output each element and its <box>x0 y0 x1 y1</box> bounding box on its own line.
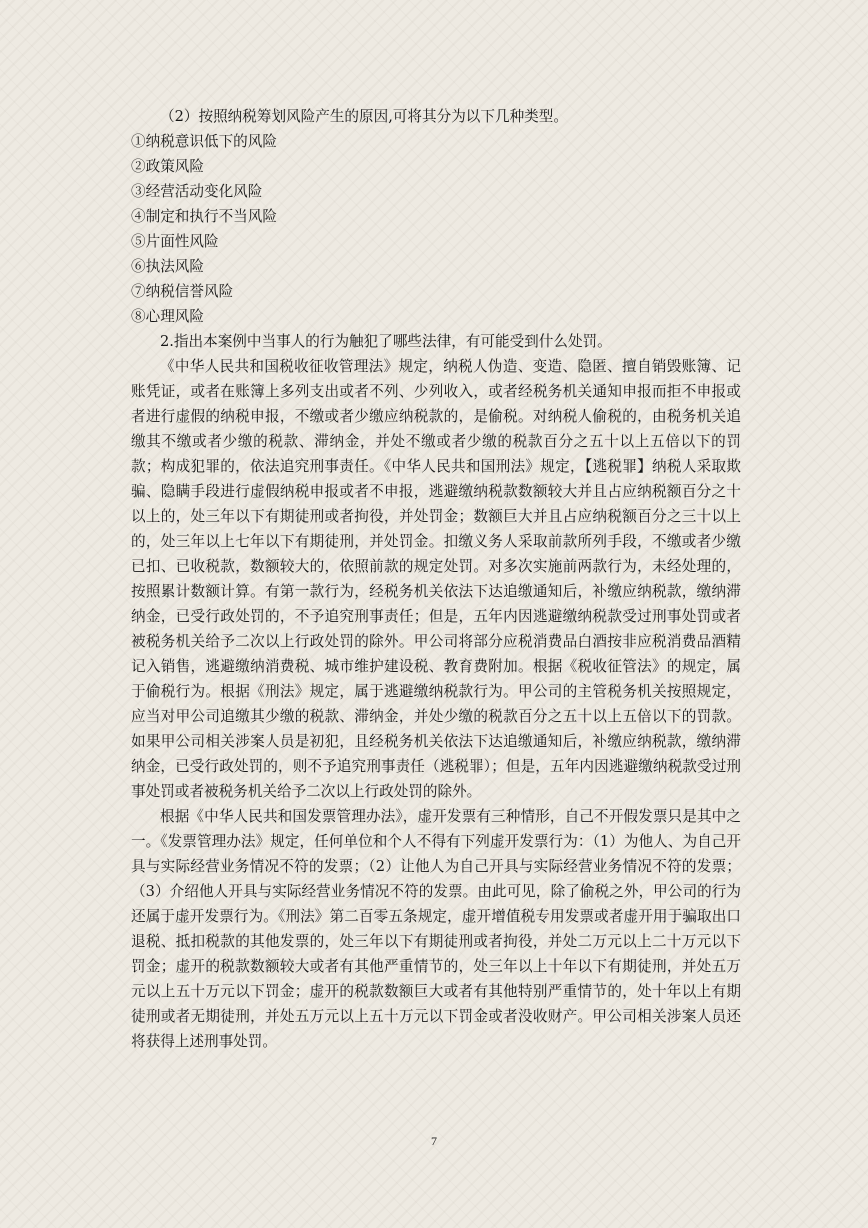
invoice-law-paragraph: 根据《中华人民共和国发票管理办法》，虚开发票有三种情形，自己不开假发票只是其中之一。《发票管理办法》规定，任何单位和个人不得有下列虚开发票行为：（1）为他人、为自己开具与实际经营业务情况不符的发票；（2）让他人为自己开具与实际经营业务情况不符的发票；（3）介绍他人开具与实际经营业务情况不符的发票。由此可见，除了偷税之外，甲公司的行为还属于虚开发票行为。《刑法》第二百零五条规定，虚开增值税专用发票或者虚开用于骗取出口退税、抵扣税款的其他发票的，处三年以下有期徒刑或者拘役，并处二万元以上二十万元以下罚金；虚开的税款数额较大或者有其他严重情节的，处三年以上十年以下有期徒刑，并处五万元以上五十万元以下罚金；虚开的税款数额巨大或者有其他特别严重情节的，处十年以上有期徒刑或者无期徒刑，并处五万元以上五十万元以下罚金或者没收财产。甲公司相关涉案人员还将获得上述刑事处罚。 <box>131 808 741 1050</box>
document-body <box>131 104 741 1054</box>
risk-type-item: ⑤片面性风险 <box>131 233 219 250</box>
risk-type-item: ⑥执法风险 <box>131 258 204 275</box>
risk-type-item: ⑦纳税信誉风险 <box>131 283 234 300</box>
risk-type-item: ③经营活动变化风险 <box>131 183 263 200</box>
question-heading: 2.指出本案例中当事人的行为触犯了哪些法律，有可能受到什么处罚。 <box>160 333 612 350</box>
tax-law-paragraph: 《中华人民共和国税收征收管理法》规定，纳税人伪造、变造、隐匿、擅自销毁账簿、记账凭证，或者在账簿上多列支出或者不列、少列收入，或者经税务机关通知申报而拒不申报或者进行虚假的纳税申报，不缴或者少缴应纳税款的，是偷税。对纳税人偷税的，由税务机关追缴其不缴或者少缴的税款、滞纳金，并处不缴或者少缴的税款百分之五十以上五倍以下的罚款；构成犯罪的，依法追究刑事责任。《中华人民共和国刑法》规定，【逃税罪】纳税人采取欺骗、隐瞒手段进行虚假纳税申报或者不申报，逃避缴纳税款数额较大并且占应纳税额百分之十以上的，处三年以下有期徒刑或者拘役，并处罚金；数额巨大并且占应纳税额百分之三十以上的，处三年以上七年以下有期徒刑，并处罚金。扣缴义务人采取前款所列手段，不缴或者少缴已扣、已收税款，数额较大的，依照前款的规定处罚。对多次实施前两款行为，未经处理的，按照累计数额计算。有第一款行为，经税务机关依法下达追缴通知后，补缴应纳税款，缴纳滞纳金，已受行政处罚的，不予追究刑事责任；但是，五年内因逃避缴纳税款受过刑事处罚或者被税务机关给予二次以上行政处罚的除外。甲公司将部分应税消费品白酒按非应税消费品酒精记入销售，逃避缴纳消费税、城市维护建设税、教育费附加。根据《税收征管法》的规定，属于偷税行为。根据《刑法》规定，属于逃避缴纳税款行为。甲公司的主管税务机关按照规定，应当对甲公司追缴其少缴的税款、滞纳金，并处少缴的税款百分之五十以上五倍以下的罚款。如果甲公司相关涉案人员是初犯，且经税务机关依法下达追缴通知后，补缴应纳税款，缴纳滞纳金，已受行政处罚的，则不予追究刑事责任（逃税罪）；但是，五年内因逃避缴纳税款受过刑事处罚或者被税务机关给予二次以上行政处罚的除外。 <box>131 358 741 800</box>
risk-type-item: ④制定和执行不当风险 <box>131 208 277 225</box>
page-number: 7 <box>431 1134 437 1148</box>
risk-type-item: ①纳税意识低下的风险 <box>131 133 277 150</box>
risk-types-intro: （2）按照纳税筹划风险产生的原因,可将其分为以下几种类型。 <box>160 108 568 125</box>
risk-type-item: ⑧心理风险 <box>131 308 204 325</box>
risk-type-item: ②政策风险 <box>131 158 204 175</box>
